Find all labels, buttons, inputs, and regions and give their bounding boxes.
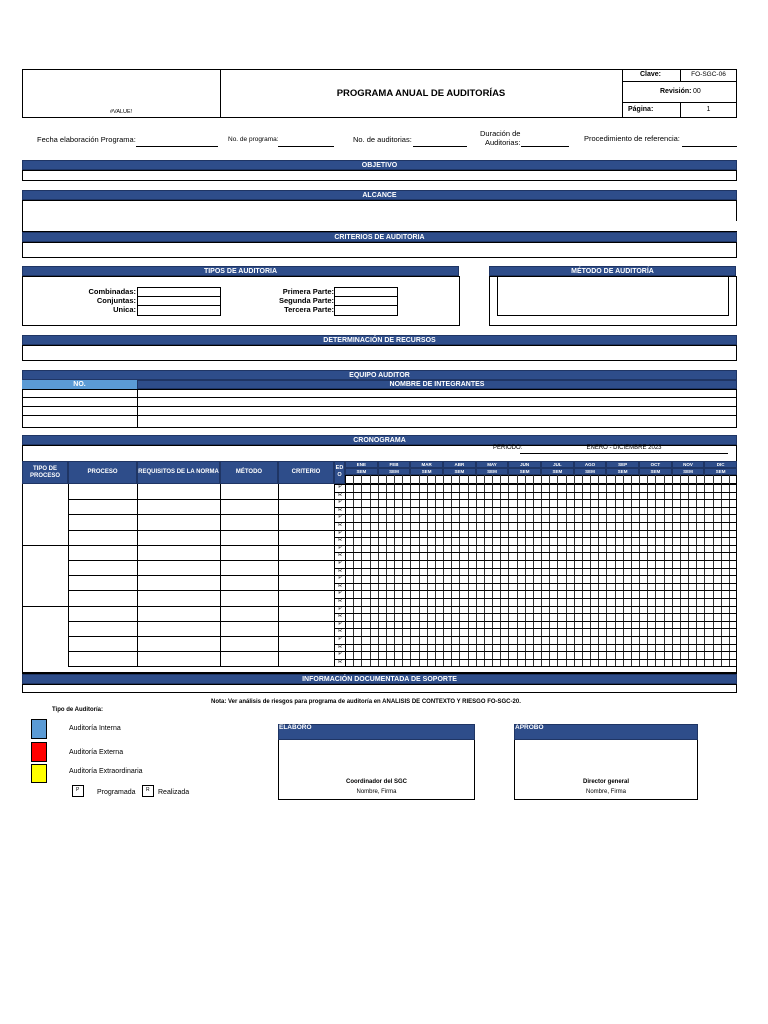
week-column-line: [508, 475, 509, 666]
segunda-label: Segunda Parte:: [278, 296, 334, 305]
elaboro-sub: Nombre, Firma: [356, 789, 397, 795]
col-proceso: PROCESO: [68, 461, 137, 484]
week-column-line: [574, 475, 575, 666]
process-row-line: [68, 560, 334, 561]
week-column-line: [386, 475, 387, 666]
legend-title: Tipo de Auditoría:: [52, 707, 103, 713]
recursos-field[interactable]: [22, 345, 737, 361]
week-column-line: [598, 475, 599, 666]
month-header: MAR: [410, 461, 443, 468]
week-column-line: [419, 475, 420, 666]
process-row-line: [68, 530, 334, 531]
sem-header: SEM: [639, 468, 672, 475]
aprobo-role: Director general: [582, 779, 630, 785]
schedule-row-line: [334, 499, 737, 500]
nota-text: Nota: Ver análisis de riesgos para programa de auditoría en ANALISIS DE CONTEXTO Y RIESGO FO-SGC-20.: [211, 699, 521, 705]
legend-realizada: Realizada: [158, 789, 190, 796]
week-column-line: [402, 475, 403, 666]
week-column-line: [729, 475, 730, 666]
edo-mark: P: [338, 575, 342, 582]
edo-mark: R: [338, 552, 342, 559]
edo-mark: R: [338, 613, 342, 620]
legend-swatch-extraordinaria: [31, 764, 47, 783]
edo-mark: P: [338, 590, 342, 597]
sem-header: SEM: [476, 468, 509, 475]
recursos-header: DETERMINACIÓN DE RECURSOS: [22, 335, 737, 345]
edo-mark: P: [338, 636, 342, 642]
group-line: [22, 545, 68, 546]
week-column-line: [713, 475, 714, 666]
column-line: [220, 484, 221, 666]
schedule-row-line: [334, 583, 737, 584]
process-row-line: [68, 606, 334, 607]
schedule-row-line: [334, 659, 737, 660]
no-programa-input[interactable]: [278, 146, 334, 147]
procedimiento-input[interactable]: [682, 146, 737, 147]
process-row-line: [68, 651, 334, 652]
combinadas-label: Combinadas:: [88, 287, 136, 296]
edo-mark: R: [338, 567, 342, 574]
week-column-line: [590, 475, 591, 666]
schedule-row-line: [334, 651, 737, 652]
info-doc-header: INFORMACIÓN DOCUMENTADA DE SOPORTE: [22, 674, 737, 684]
column-line: [137, 484, 138, 666]
week-column-line: [655, 475, 656, 666]
edo-mark: R: [338, 598, 342, 604]
clave-label: Clave:: [640, 71, 662, 78]
week-column-line: [459, 475, 460, 666]
week-column-line: [615, 475, 616, 666]
week-column-line: [410, 475, 411, 666]
week-column-line: [623, 475, 624, 666]
edo-mark: P: [338, 620, 342, 627]
month-header: NOV: [672, 461, 705, 468]
elaboro-header: ELABORÓ: [278, 724, 475, 740]
process-row-line: [68, 514, 334, 515]
equipo-col-no: NO.: [22, 380, 137, 389]
edo-mark: P: [338, 499, 342, 506]
schedule-row-line: [334, 507, 737, 508]
column-line: [334, 484, 335, 666]
edo-mark: R: [338, 506, 342, 513]
procedimiento-label: Procedimiento de referencia:: [584, 134, 680, 143]
equipo-table: [22, 389, 737, 428]
objetivo-field[interactable]: [22, 170, 737, 181]
schedule-row-line: [334, 613, 737, 614]
week-column-line: [468, 475, 469, 666]
legend-swatch-externa: [31, 742, 47, 762]
pagina-label: Página:: [628, 106, 654, 113]
sem-header: SEM: [704, 468, 737, 475]
aprobo-header: APROBÓ: [514, 724, 698, 740]
edo-mark: R: [338, 491, 342, 498]
no-auditorias-input[interactable]: [413, 146, 467, 147]
week-column-line: [639, 475, 640, 666]
week-column-line: [451, 475, 452, 666]
primera-label: Primera Parte:: [282, 287, 334, 296]
sem-header: SEM: [410, 468, 443, 475]
edo-mark: P: [338, 560, 342, 566]
metodo-field[interactable]: [497, 276, 729, 316]
sem-header: SEM: [672, 468, 705, 475]
week-column-line: [443, 475, 444, 666]
week-column-line: [696, 475, 697, 666]
unica-label: Unica:: [113, 305, 136, 314]
week-column-line: [484, 475, 485, 666]
sem-header: SEM: [541, 468, 574, 475]
month-header: ABR: [443, 461, 476, 468]
alcance-field[interactable]: [22, 200, 737, 232]
schedule-row-line: [334, 545, 737, 546]
schedule-row-line: [334, 590, 737, 591]
column-line: [278, 484, 279, 666]
edo-mark: P: [338, 484, 342, 490]
week-column-line: [427, 475, 428, 666]
schedule-row-line: [334, 606, 737, 607]
schedule-row-line: [334, 598, 737, 599]
column-line: [345, 484, 346, 666]
week-column-line: [361, 475, 362, 666]
schedule-row-line: [334, 621, 737, 622]
no-auditorias-label: No. de auditorias:: [353, 135, 412, 144]
revision-label: Revisión:: [660, 88, 692, 95]
week-column-line: [476, 475, 477, 666]
conjuntas-label: Conjuntas:: [96, 296, 136, 305]
process-row-line: [68, 621, 334, 622]
week-column-line: [435, 475, 436, 666]
cronograma-header: CRONOGRAMA: [22, 435, 737, 445]
sem-header: SEM: [443, 468, 476, 475]
week-column-line: [370, 475, 371, 666]
periodo-label: PERIODO:: [493, 445, 523, 451]
metodo-header: MÉTODO DE AUDITORÍA: [489, 266, 736, 276]
clave-value: FO-SGC-06: [691, 71, 726, 78]
col-criterio: CRITERIO: [278, 461, 334, 484]
edo-mark: P: [338, 544, 342, 551]
schedule-row-line: [334, 628, 737, 629]
month-header: DIC: [704, 461, 737, 468]
edo-mark: P: [338, 514, 342, 521]
unica-input[interactable]: [137, 305, 221, 316]
week-column-line: [688, 475, 689, 666]
equipo-col-nombre: NOMBRE DE INTEGRANTES: [137, 380, 737, 389]
week-column-line: [541, 475, 542, 666]
legend-externa: Auditoría Externa: [69, 749, 124, 756]
periodo-value: ENERO - DICIEMBRE 2023: [586, 445, 662, 451]
week-column-line: [631, 475, 632, 666]
legend-programada: Programada: [97, 789, 136, 796]
schedule-row-line: [334, 560, 737, 561]
fecha-label: Fecha elaboración Programa:: [37, 135, 136, 144]
week-column-line: [721, 475, 722, 666]
week-column-line: [533, 475, 534, 666]
col-metodo: MÉTODO: [220, 461, 278, 484]
week-column-line: [566, 475, 567, 666]
schedule-row-line: [334, 537, 737, 538]
week-column-line: [525, 475, 526, 666]
edo-mark: R: [338, 643, 342, 650]
group-line: [22, 606, 68, 607]
week-column-line: [378, 475, 379, 666]
legend-extraordinaria: Auditoría Extraordinaria: [69, 768, 143, 775]
legend-interna: Auditoría Interna: [69, 725, 121, 732]
elaboro-role: Coordinador del SGC: [345, 779, 407, 785]
equipo-header: EQUIPO AUDITOR: [22, 370, 737, 380]
schedule-row-line: [334, 644, 737, 645]
process-row-line: [68, 590, 334, 591]
edo-mark: R: [338, 537, 342, 544]
week-column-line: [704, 475, 705, 666]
month-header: ENE: [345, 461, 378, 468]
schedule-row-line: [334, 568, 737, 569]
revision-value: 00: [693, 88, 701, 95]
duracion-input[interactable]: [521, 146, 569, 147]
edo-mark: P: [338, 529, 342, 536]
sem-header: SEM: [378, 468, 411, 475]
month-header: SEP: [606, 461, 639, 468]
page-title: PROGRAMA ANUAL DE AUDITORÍAS: [336, 88, 506, 99]
edo-mark: P: [338, 651, 342, 658]
schedule-row-line: [334, 514, 737, 515]
tipos-header: TIPOS DE AUDITORIA: [22, 266, 459, 276]
col-edo: ED O: [334, 461, 345, 484]
sem-header: SEM: [508, 468, 541, 475]
month-header: FEB: [378, 461, 411, 468]
edo-mark: R: [338, 628, 342, 635]
month-header: OCT: [639, 461, 672, 468]
edo-mark: R: [338, 522, 342, 528]
week-column-line: [672, 475, 673, 666]
week-column-line: [500, 475, 501, 666]
schedule-row-line: [334, 666, 737, 667]
criterios-header: CRITERIOS DE AUDITORIA: [22, 232, 737, 242]
duracion-label-2: Auditorias:: [485, 138, 521, 147]
alcance-header: ALCANCE: [22, 190, 737, 200]
edo-mark: R: [338, 658, 342, 665]
process-row-line: [68, 545, 334, 546]
criterios-field[interactable]: [22, 242, 737, 258]
edo-mark: R: [338, 582, 342, 589]
process-row-line: [68, 636, 334, 637]
week-column-line: [647, 475, 648, 666]
no-programa-label: No. de programa:: [228, 136, 279, 143]
week-column-line: [664, 475, 665, 666]
legend-p-mark: P: [76, 787, 80, 793]
tercera-input[interactable]: [334, 305, 398, 316]
column-line: [68, 484, 69, 666]
week-column-line: [549, 475, 550, 666]
sem-header: SEM: [574, 468, 607, 475]
logo-placeholder: #VALUE!: [110, 109, 133, 115]
week-column-line: [680, 475, 681, 666]
week-column-line: [606, 475, 607, 666]
week-column-line: [353, 475, 354, 666]
process-row-line: [68, 575, 334, 576]
week-column-line: [517, 475, 518, 666]
week-column-line: [394, 475, 395, 666]
week-column-line: [582, 475, 583, 666]
week-column-line: [492, 475, 493, 666]
fecha-input[interactable]: [136, 146, 218, 147]
process-row-line: [68, 666, 334, 667]
schedule-row-line: [334, 530, 737, 531]
pagina-value: 1: [706, 106, 711, 113]
week-column-line: [557, 475, 558, 666]
objetivo-header: OBJETIVO: [22, 160, 737, 170]
legend-swatch-interna: [31, 719, 47, 739]
month-header: JUN: [508, 461, 541, 468]
process-row-line: [68, 499, 334, 500]
tercera-label: Tercera Parte:: [284, 305, 334, 314]
schedule-row-line: [334, 552, 737, 553]
schedule-row-line: [334, 492, 737, 493]
schedule-row-line: [334, 522, 737, 523]
duracion-label-1: Duración de: [480, 129, 521, 138]
schedule-row-line: [334, 575, 737, 576]
month-header: JUL: [541, 461, 574, 468]
aprobo-sub: Nombre, Firma: [585, 789, 626, 795]
month-header: AGO: [574, 461, 607, 468]
edo-mark: P: [338, 605, 342, 612]
schedule-row-line: [334, 636, 737, 637]
legend-r-mark: R: [146, 787, 150, 793]
info-doc-field[interactable]: [22, 684, 737, 693]
schedule-row-line: [334, 484, 737, 485]
sem-header: SEM: [345, 468, 378, 475]
month-header: MAY: [476, 461, 509, 468]
col-tipo-proceso: TIPO DE PROCESO: [22, 461, 68, 484]
sem-header: SEM: [606, 468, 639, 475]
col-requisitos: REQUISITOS DE LA NORMA: [137, 461, 220, 484]
